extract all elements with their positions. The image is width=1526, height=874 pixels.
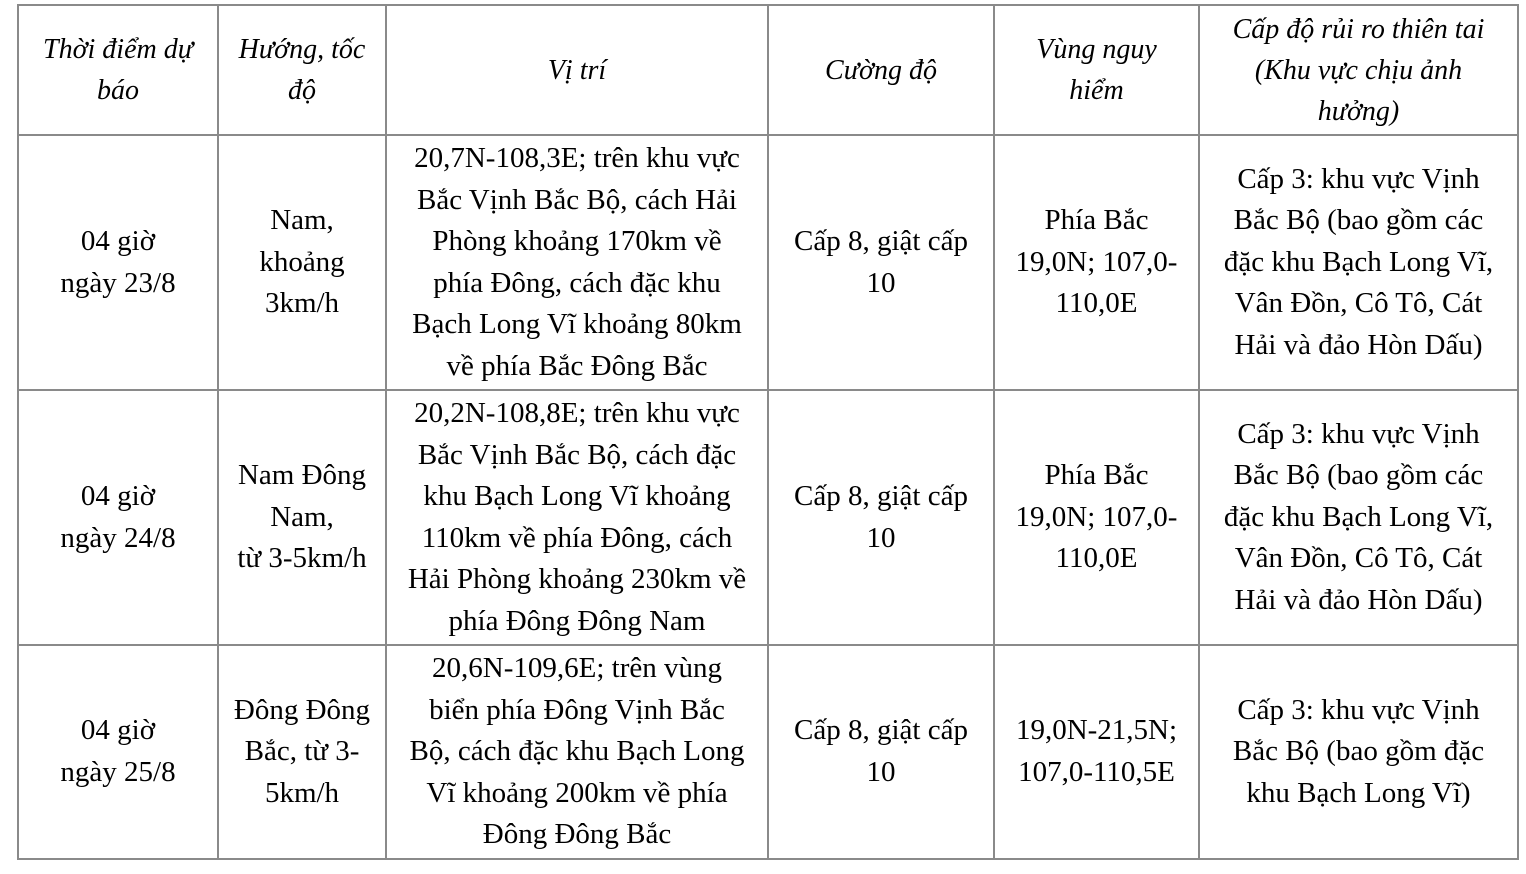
cell-text-line: Đông Đông bbox=[233, 693, 371, 726]
header-forecast-time bbox=[18, 5, 218, 135]
table-header bbox=[18, 5, 1518, 135]
cell-text-line: Hải Phòng khoảng 230km về bbox=[407, 563, 747, 595]
cell-text-line: Cường độ bbox=[825, 54, 937, 86]
cell-text-line: độ bbox=[288, 75, 316, 106]
cell-text-line: 110,0E bbox=[1055, 287, 1138, 320]
cell-text-line: 04 giờ bbox=[80, 480, 156, 512]
cell-text-line: phía Đông Đông Nam bbox=[448, 604, 706, 637]
cell-text-line: hiểm bbox=[1069, 75, 1124, 106]
cell-text-line: Bắc Bộ (bao gồm các bbox=[1233, 204, 1484, 237]
cell-text-line: Đông Đông Bắc bbox=[482, 818, 672, 850]
cell-position bbox=[386, 645, 768, 859]
cell-text-line: Nam Đông bbox=[237, 459, 367, 492]
cell-text-line: 110,0E bbox=[1055, 542, 1138, 575]
cell-direction-speed bbox=[218, 390, 386, 645]
cell-text-line: 5km/h bbox=[264, 776, 340, 809]
cell-text-line: Bắc, từ 3- bbox=[244, 735, 360, 767]
cell-text-line: Cấp độ rủi ro thiên tai bbox=[1232, 13, 1485, 45]
cell-text-line: 10 bbox=[866, 521, 896, 554]
cell-text-line: Cấp 8, giật cấp bbox=[794, 480, 968, 512]
cell-text-line: Vân Đồn, Cô Tô, Cát bbox=[1234, 287, 1483, 320]
cell-text-line: ngày 24/8 bbox=[60, 521, 176, 554]
cell-direction-speed bbox=[218, 135, 386, 390]
cell-text-line: từ 3-5km/h bbox=[237, 542, 367, 575]
header-position bbox=[386, 5, 768, 135]
cell-forecast-time bbox=[18, 390, 218, 645]
table-row bbox=[18, 135, 1518, 390]
storm-forecast-table bbox=[17, 4, 1519, 860]
cell-text-line: Cấp 3: khu vực Vịnh bbox=[1237, 162, 1480, 195]
cell-text-line: Vị trí bbox=[547, 54, 607, 86]
cell-text-line: ngày 23/8 bbox=[60, 266, 176, 299]
cell-position bbox=[386, 390, 768, 645]
cell-position bbox=[386, 135, 768, 390]
table-row bbox=[18, 645, 1518, 859]
cell-text-line: Bắc Bộ (bao gồm đặc bbox=[1232, 735, 1485, 767]
cell-text-line: Phía Bắc bbox=[1044, 459, 1149, 492]
cell-text-line: biển phía Đông Vịnh Bắc bbox=[429, 693, 725, 726]
cell-text-line: 04 giờ bbox=[80, 225, 156, 257]
cell-text-line: Cấp 3: khu vực Vịnh bbox=[1237, 693, 1480, 726]
cell-text-line: Vân Đồn, Cô Tô, Cát bbox=[1234, 542, 1483, 575]
cell-text-line: ngày 25/8 bbox=[60, 755, 176, 788]
table-row bbox=[18, 390, 1518, 645]
header-intensity bbox=[768, 5, 994, 135]
cell-text-line: 19,0N; 107,0- bbox=[1015, 245, 1178, 278]
cell-text-line: 20,2N-108,8E; trên khu vực bbox=[414, 397, 740, 429]
cell-text-line: Phía Bắc bbox=[1044, 204, 1149, 237]
cell-text-line: Bạch Long Vĩ khoảng 80km bbox=[412, 308, 742, 340]
cell-danger-zone bbox=[994, 135, 1199, 390]
cell-direction-speed bbox=[218, 645, 386, 859]
cell-intensity bbox=[768, 390, 994, 645]
header-direction-speed bbox=[218, 5, 386, 135]
cell-forecast-time bbox=[18, 135, 218, 390]
cell-text-line: 20,6N-109,6E; trên vùng bbox=[432, 652, 722, 684]
cell-text-line: 19,0N; 107,0- bbox=[1015, 500, 1178, 533]
cell-text-line: Cấp 8, giật cấp bbox=[794, 714, 968, 747]
cell-text-line: Cấp 3: khu vực Vịnh bbox=[1237, 417, 1480, 450]
cell-text-line: 10 bbox=[866, 755, 896, 788]
cell-text-line: 110km về phía Đông, cách bbox=[421, 521, 733, 554]
cell-text-line: Cấp 8, giật cấp bbox=[794, 225, 968, 257]
cell-text-line: khu Bạch Long Vĩ khoảng bbox=[423, 480, 731, 512]
cell-text-line: về phía Bắc Đông Bắc bbox=[446, 349, 708, 382]
cell-text-line: Vĩ khoảng 200km về phía bbox=[426, 776, 728, 809]
cell-text-line: khu Bạch Long Vĩ) bbox=[1246, 776, 1471, 809]
cell-text-line: Thời điểm dự bbox=[43, 34, 193, 65]
table-body bbox=[18, 135, 1518, 859]
cell-risk-level bbox=[1199, 645, 1518, 859]
cell-text-line: Hải và đảo Hòn Dấu) bbox=[1234, 328, 1483, 361]
cell-text-line: Phòng khoảng 170km về bbox=[432, 225, 722, 257]
cell-text-line: Bắc Vịnh Bắc Bộ, cách Hải bbox=[417, 183, 737, 216]
cell-text-line: Bắc Vịnh Bắc Bộ, cách đặc bbox=[417, 438, 737, 471]
header-danger-zone bbox=[994, 5, 1199, 135]
cell-text-line: Nam, bbox=[270, 500, 334, 533]
cell-text-line: Vùng nguy bbox=[1036, 34, 1157, 65]
cell-danger-zone bbox=[994, 645, 1199, 859]
cell-intensity bbox=[768, 645, 994, 859]
cell-risk-level bbox=[1199, 390, 1518, 645]
cell-danger-zone bbox=[994, 390, 1199, 645]
cell-text-line: Nam, bbox=[270, 204, 334, 237]
cell-text-line: 107,0-110,5E bbox=[1018, 755, 1175, 788]
header-risk-level bbox=[1199, 5, 1518, 135]
cell-text-line: 04 giờ bbox=[80, 714, 156, 747]
cell-risk-level bbox=[1199, 135, 1518, 390]
cell-text-line: hưởng) bbox=[1317, 95, 1400, 127]
cell-text-line: khoảng bbox=[259, 245, 345, 278]
cell-text-line: đặc khu Bạch Long Vĩ, bbox=[1223, 245, 1494, 278]
cell-text-line: (Khu vực chịu ảnh bbox=[1254, 54, 1463, 86]
cell-text-line: 20,7N-108,3E; trên khu vực bbox=[414, 142, 740, 174]
cell-text-line: Hướng, tốc bbox=[238, 34, 366, 65]
cell-text-line: 10 bbox=[866, 266, 896, 299]
cell-intensity bbox=[768, 135, 994, 390]
cell-text-line: Hải và đảo Hòn Dấu) bbox=[1234, 583, 1483, 616]
cell-text-line: báo bbox=[97, 75, 139, 106]
cell-text-line: Bộ, cách đặc khu Bạch Long bbox=[409, 735, 745, 767]
cell-forecast-time bbox=[18, 645, 218, 859]
cell-text-line: đặc khu Bạch Long Vĩ, bbox=[1223, 500, 1494, 533]
header-row bbox=[18, 5, 1518, 135]
cell-text-line: Bắc Bộ (bao gồm các bbox=[1233, 459, 1484, 492]
cell-text-line: phía Đông, cách đặc khu bbox=[433, 266, 721, 299]
cell-text-line: 19,0N-21,5N; bbox=[1015, 714, 1178, 747]
cell-text-line: 3km/h bbox=[264, 287, 340, 320]
